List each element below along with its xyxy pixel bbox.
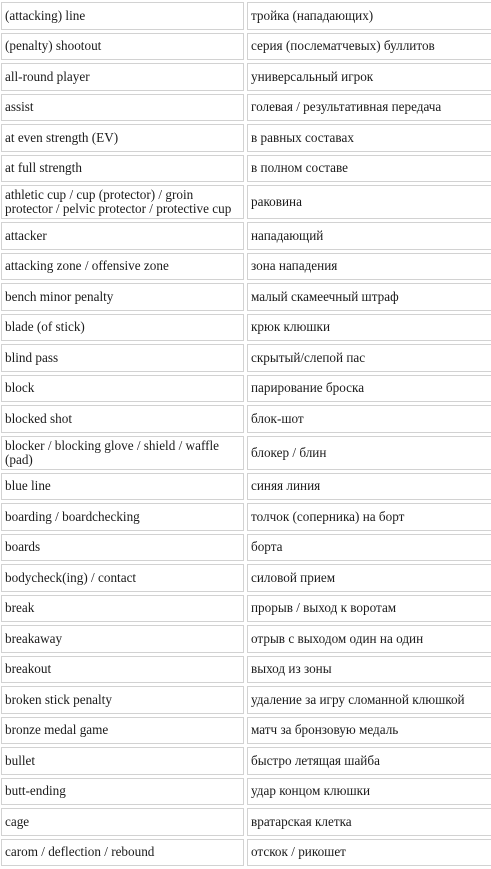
english-term: bodycheck(ing) / contact <box>1 564 244 592</box>
russian-term: прорыв / выход к воротам <box>247 595 491 623</box>
russian-term: удар концом клюшки <box>247 778 491 806</box>
english-term: (penalty) shootout <box>1 33 244 61</box>
table-row <box>1 839 491 867</box>
russian-term: отскок / рикошет <box>247 839 491 867</box>
russian-term: крюк клюшки <box>247 314 491 342</box>
table-row <box>1 564 491 592</box>
table-row <box>1 473 491 501</box>
table-row <box>1 344 491 372</box>
russian-term: голевая / результативная передача <box>247 94 491 122</box>
english-term: breakaway <box>1 625 244 653</box>
table-row <box>1 63 491 91</box>
table-row <box>1 656 491 684</box>
english-term: all-round player <box>1 63 244 91</box>
english-term: athletic cup / cup (protector) / groin protector / pelvic protector / protective cup <box>1 185 244 219</box>
table-row <box>1 778 491 806</box>
russian-term: удаление за игру сломанной клюшкой <box>247 686 491 714</box>
russian-term: силовой прием <box>247 564 491 592</box>
table-row <box>1 686 491 714</box>
russian-term: синяя линия <box>247 473 491 501</box>
table-row <box>1 747 491 775</box>
table-row <box>1 808 491 836</box>
russian-term: блокер / блин <box>247 436 491 470</box>
table-row <box>1 33 491 61</box>
english-term: break <box>1 595 244 623</box>
english-term: attacking zone / offensive zone <box>1 253 244 281</box>
table-row <box>1 124 491 152</box>
table-row <box>1 283 491 311</box>
table-row <box>1 595 491 623</box>
english-term: bullet <box>1 747 244 775</box>
table-row <box>1 405 491 433</box>
table-row <box>1 314 491 342</box>
table-row <box>1 94 491 122</box>
russian-term: в полном составе <box>247 155 491 183</box>
russian-term: тройка (нападающих) <box>247 2 491 30</box>
table-row <box>1 717 491 745</box>
russian-term: раковина <box>247 185 491 219</box>
russian-term: выход из зоны <box>247 656 491 684</box>
table-row <box>1 534 491 562</box>
english-term: breakout <box>1 656 244 684</box>
table-row <box>1 155 491 183</box>
table-row <box>1 436 491 470</box>
russian-term: борта <box>247 534 491 562</box>
english-term: at full strength <box>1 155 244 183</box>
english-term: blade (of stick) <box>1 314 244 342</box>
english-term: blue line <box>1 473 244 501</box>
russian-term: скрытый/слепой пас <box>247 344 491 372</box>
english-term: block <box>1 375 244 403</box>
english-term: carom / deflection / rebound <box>1 839 244 867</box>
table-row <box>1 185 491 219</box>
english-term: blocked shot <box>1 405 244 433</box>
russian-term: вратарская клетка <box>247 808 491 836</box>
russian-term: блок-шот <box>247 405 491 433</box>
english-term: attacker <box>1 222 244 250</box>
russian-term: матч за бронзовую медаль <box>247 717 491 745</box>
russian-term: нападающий <box>247 222 491 250</box>
russian-term: быстро летящая шайба <box>247 747 491 775</box>
russian-term: универсальный игрок <box>247 63 491 91</box>
russian-term: зона нападения <box>247 253 491 281</box>
english-term: blind pass <box>1 344 244 372</box>
russian-term: малый скамеечный штраф <box>247 283 491 311</box>
table-row <box>1 253 491 281</box>
glossary-body <box>1 2 491 866</box>
russian-term: парирование броска <box>247 375 491 403</box>
english-term: bench minor penalty <box>1 283 244 311</box>
table-row <box>1 625 491 653</box>
english-term: cage <box>1 808 244 836</box>
english-term: boards <box>1 534 244 562</box>
table-row <box>1 375 491 403</box>
russian-term: толчок (соперника) на борт <box>247 503 491 531</box>
english-term: at even strength (EV) <box>1 124 244 152</box>
english-term: boarding / boardchecking <box>1 503 244 531</box>
english-term: assist <box>1 94 244 122</box>
english-term: (attacking) line <box>1 2 244 30</box>
russian-term: в равных составах <box>247 124 491 152</box>
english-term: blocker / blocking glove / shield / waffle (pad) <box>1 436 244 470</box>
table-row <box>1 503 491 531</box>
english-term: butt-ending <box>1 778 244 806</box>
russian-term: отрыв с выходом один на один <box>247 625 491 653</box>
russian-term: серия (послематчевых) буллитов <box>247 33 491 61</box>
table-row <box>1 2 491 30</box>
table-row <box>1 222 491 250</box>
english-term: bronze medal game <box>1 717 244 745</box>
english-term: broken stick penalty <box>1 686 244 714</box>
